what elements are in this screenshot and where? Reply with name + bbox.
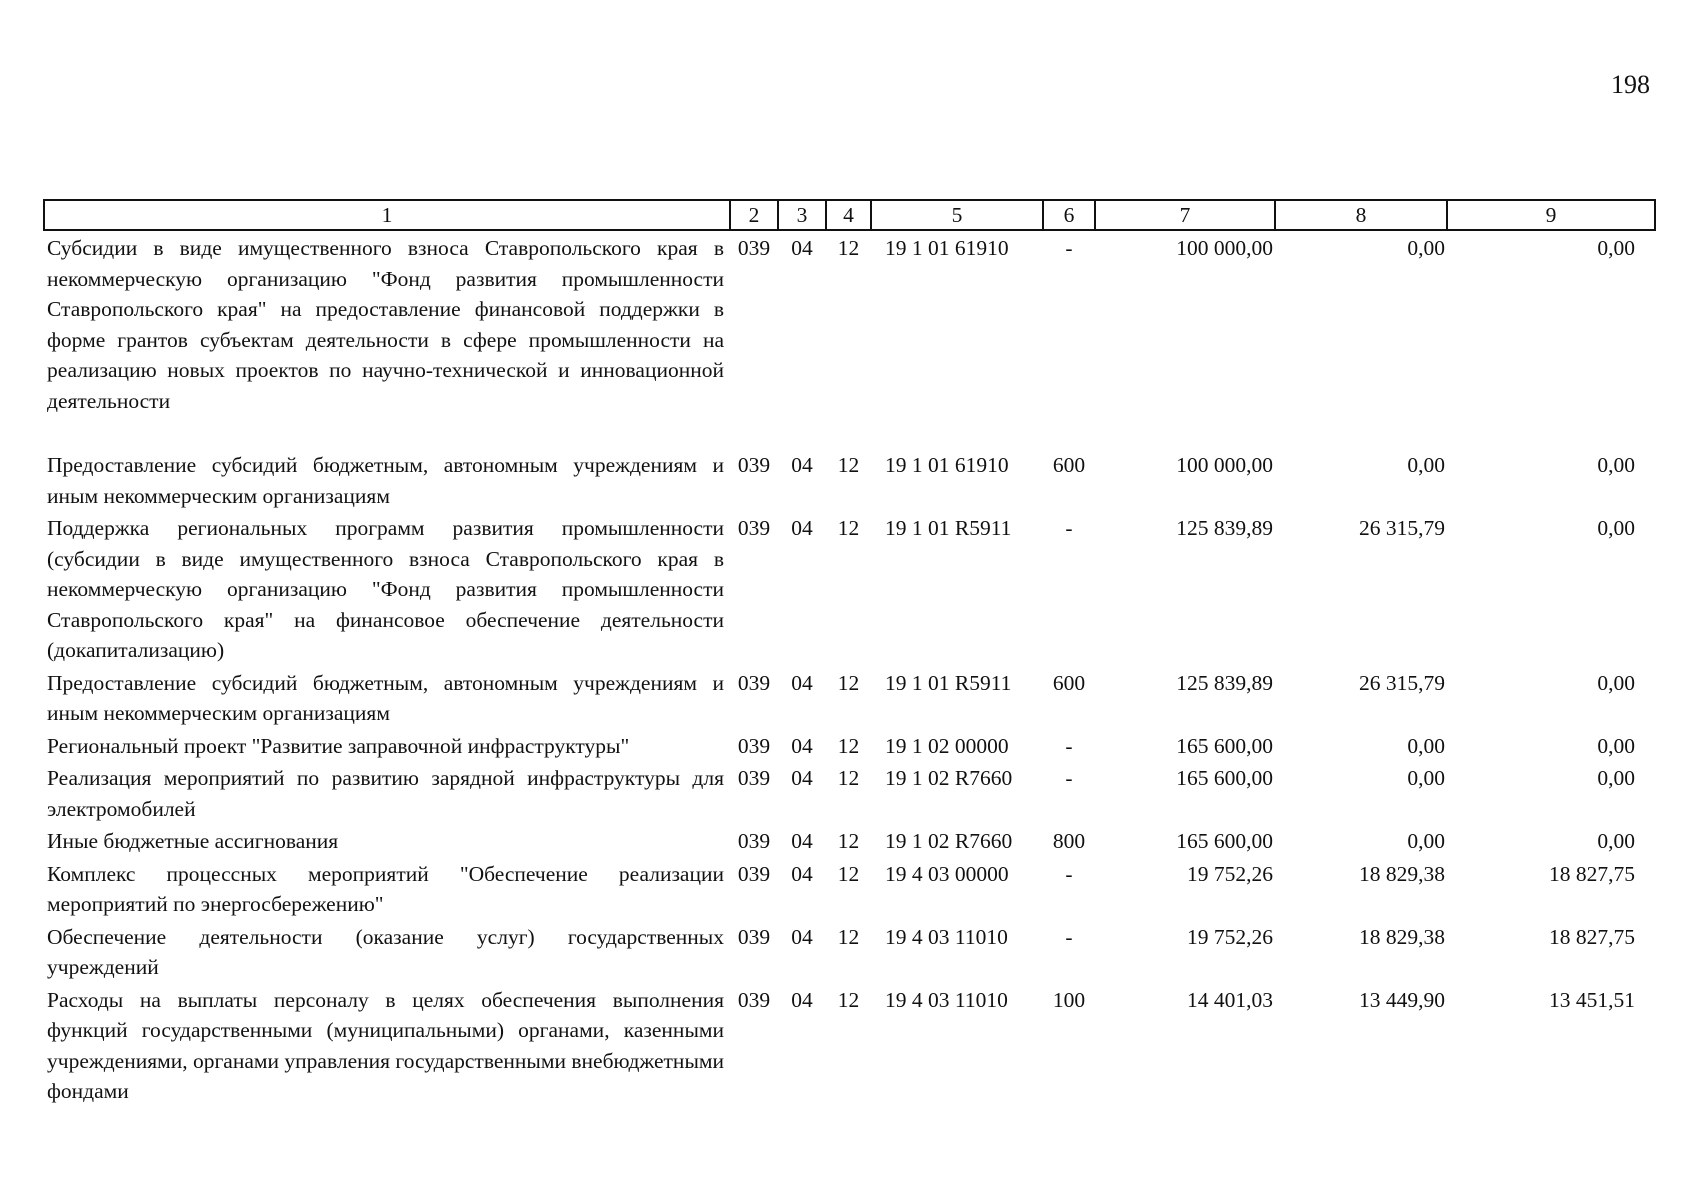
table-row — [44, 761, 1655, 824]
cell-col-8: 26 315,79 — [1359, 670, 1445, 695]
cell-col-7: 100 000,00 — [1176, 236, 1273, 260]
cell-col-9: 0,00 — [1597, 236, 1635, 260]
row-name: Предоставление субсидий бюджетным, автономным учреждениям и иным некоммерческим организациям — [47, 670, 724, 725]
cell-col-5: 19 1 02 R7660 — [885, 829, 1013, 853]
row-name: Расходы на выплаты персоналу в целях обеспечения выполнения функций государственными (муниципальными) органами, казенными учреждениями, органами управления государственными внебюджетными фондами — [47, 987, 724, 1103]
header-col-9: 9 — [1447, 200, 1655, 230]
spacer-cell — [44, 416, 1655, 448]
cell-col-3: 04 — [791, 236, 813, 260]
cell-col-4: 12 — [837, 236, 860, 260]
cell-col-2: 039 — [737, 670, 771, 695]
header-col-1: 1 — [44, 200, 730, 230]
cell-col-7: 125 839,89 — [1176, 670, 1273, 695]
cell-col-2: 039 — [737, 829, 771, 853]
cell-col-7: 165 600,00 — [1176, 733, 1273, 758]
cell-col-6: - — [1065, 733, 1073, 758]
table-row — [44, 983, 1655, 1107]
cell-col-3: 04 — [791, 516, 813, 540]
table-row — [44, 230, 1655, 416]
cell-col-5: 19 1 02 R7660 — [885, 766, 1013, 790]
row-spacer — [44, 416, 1655, 448]
cell-col-7: 165 600,00 — [1176, 829, 1273, 853]
cell-col-6: - — [1065, 766, 1073, 790]
cell-col-5: 19 1 02 00000 — [885, 733, 1009, 758]
cell-col-2: 039 — [737, 453, 771, 477]
header-col-7: 7 — [1095, 200, 1275, 230]
cell-col-9: 13 451,51 — [1549, 987, 1635, 1012]
cell-col-9: 0,00 — [1597, 829, 1635, 853]
cell-col-4: 12 — [837, 670, 860, 695]
cell-col-8: 0,00 — [1407, 766, 1445, 790]
header-col-3: 3 — [778, 200, 826, 230]
cell-col-3: 04 — [791, 861, 813, 886]
cell-col-4: 12 — [837, 861, 860, 886]
row-name: Субсидии в виде имущественного взноса Ставропольского края в некоммерческую организацию "Фонд развития промышленности Ставропольского края" на предоставление финансовой поддержки в форме грантов субъектам деятельности в сфере промышленности на реализацию новых проектов по научно-технической и инновационной деятельности — [47, 236, 724, 413]
cell-col-6: 600 — [1052, 453, 1086, 477]
cell-col-7: 165 600,00 — [1176, 766, 1273, 790]
cell-col-8: 26 315,79 — [1359, 516, 1445, 540]
cell-col-8: 0,00 — [1407, 829, 1445, 853]
cell-col-3: 04 — [791, 670, 813, 695]
cell-col-9: 18 827,75 — [1549, 924, 1635, 949]
cell-col-6: 100 — [1052, 987, 1086, 1012]
table-row — [44, 920, 1655, 983]
cell-col-5: 19 1 01 R5911 — [885, 670, 1012, 695]
table-row — [44, 857, 1655, 920]
cell-col-5: 19 1 01 61910 — [885, 453, 1009, 477]
table-row — [44, 666, 1655, 729]
cell-col-3: 04 — [791, 453, 813, 477]
row-name: Региональный проект "Развитие заправочной инфраструктуры" — [47, 733, 630, 758]
cell-col-9: 0,00 — [1597, 766, 1635, 790]
table-row — [44, 729, 1655, 762]
cell-col-7: 19 752,26 — [1187, 861, 1273, 886]
cell-col-2: 039 — [737, 236, 771, 260]
cell-col-7: 125 839,89 — [1176, 516, 1273, 540]
header-col-5: 5 — [871, 200, 1043, 230]
cell-col-8: 18 829,38 — [1359, 861, 1445, 886]
cell-col-5: 19 4 03 00000 — [885, 861, 1009, 886]
cell-col-4: 12 — [837, 733, 860, 758]
header-col-4: 4 — [826, 200, 871, 230]
cell-col-3: 04 — [791, 766, 813, 790]
cell-col-3: 04 — [791, 924, 813, 949]
cell-col-7: 14 401,03 — [1187, 987, 1273, 1012]
cell-col-2: 039 — [737, 733, 771, 758]
cell-col-5: 19 4 03 11010 — [885, 987, 1008, 1012]
cell-col-3: 04 — [791, 733, 813, 758]
cell-col-2: 039 — [737, 861, 771, 886]
table-row — [44, 824, 1655, 857]
cell-col-6: - — [1065, 924, 1073, 949]
table-row — [44, 448, 1655, 511]
table-row — [44, 511, 1655, 666]
cell-col-4: 12 — [837, 987, 860, 1012]
cell-col-6: 800 — [1052, 829, 1086, 853]
cell-col-8: 13 449,90 — [1359, 987, 1445, 1012]
cell-col-2: 039 — [737, 766, 771, 790]
row-name: Поддержка региональных программ развития промышленности (субсидии в виде имущественного взноса Ставропольского края в некоммерческую организацию "Фонд развития промышленности Ставропольского края" на финансовое обеспечение деятельности (докапитализацию) — [47, 516, 724, 662]
header-row — [44, 200, 1655, 230]
cell-col-7: 100 000,00 — [1176, 453, 1273, 477]
cell-col-9: 0,00 — [1597, 516, 1635, 540]
row-name: Предоставление субсидий бюджетным, автономным учреждениям и иным некоммерческим организациям — [47, 453, 724, 508]
cell-col-6: - — [1065, 516, 1073, 540]
cell-col-8: 0,00 — [1407, 733, 1445, 758]
cell-col-4: 12 — [837, 829, 860, 853]
cell-col-6: 600 — [1052, 670, 1086, 695]
budget-table — [43, 199, 1656, 1107]
cell-col-4: 12 — [837, 516, 860, 540]
cell-col-3: 04 — [791, 987, 813, 1012]
cell-col-3: 04 — [791, 829, 813, 853]
row-name: Обеспечение деятельности (оказание услуг) государственных учреждений — [47, 924, 724, 979]
header-col-2: 2 — [730, 200, 778, 230]
cell-col-4: 12 — [837, 766, 860, 790]
cell-col-9: 0,00 — [1597, 453, 1635, 477]
row-name: Комплекс процессных мероприятий "Обеспечение реализации мероприятий по энергосбережению" — [47, 861, 724, 916]
row-name: Реализация мероприятий по развитию зарядной инфраструктуры для электромобилей — [47, 766, 724, 821]
cell-col-8: 0,00 — [1407, 453, 1445, 477]
cell-col-9: 0,00 — [1597, 670, 1635, 695]
cell-col-9: 0,00 — [1597, 733, 1635, 758]
cell-col-6: - — [1065, 861, 1073, 886]
cell-col-8: 0,00 — [1407, 236, 1445, 260]
cell-col-5: 19 4 03 11010 — [885, 924, 1008, 949]
row-name: Иные бюджетные ассигнования — [47, 829, 339, 853]
page-number: 198 — [1611, 70, 1650, 99]
table-header — [44, 200, 1655, 230]
cell-col-5: 19 1 01 61910 — [885, 236, 1009, 260]
header-col-8: 8 — [1275, 200, 1447, 230]
cell-col-4: 12 — [837, 924, 860, 949]
cell-col-6: - — [1065, 236, 1073, 260]
table-body — [44, 230, 1655, 1107]
cell-col-9: 18 827,75 — [1549, 861, 1635, 886]
cell-col-2: 039 — [737, 516, 771, 540]
cell-col-2: 039 — [737, 987, 771, 1012]
cell-col-8: 18 829,38 — [1359, 924, 1445, 949]
cell-col-5: 19 1 01 R5911 — [885, 516, 1012, 540]
cell-col-4: 12 — [837, 453, 860, 477]
header-col-6: 6 — [1043, 200, 1095, 230]
cell-col-2: 039 — [737, 924, 771, 949]
cell-col-7: 19 752,26 — [1187, 924, 1273, 949]
